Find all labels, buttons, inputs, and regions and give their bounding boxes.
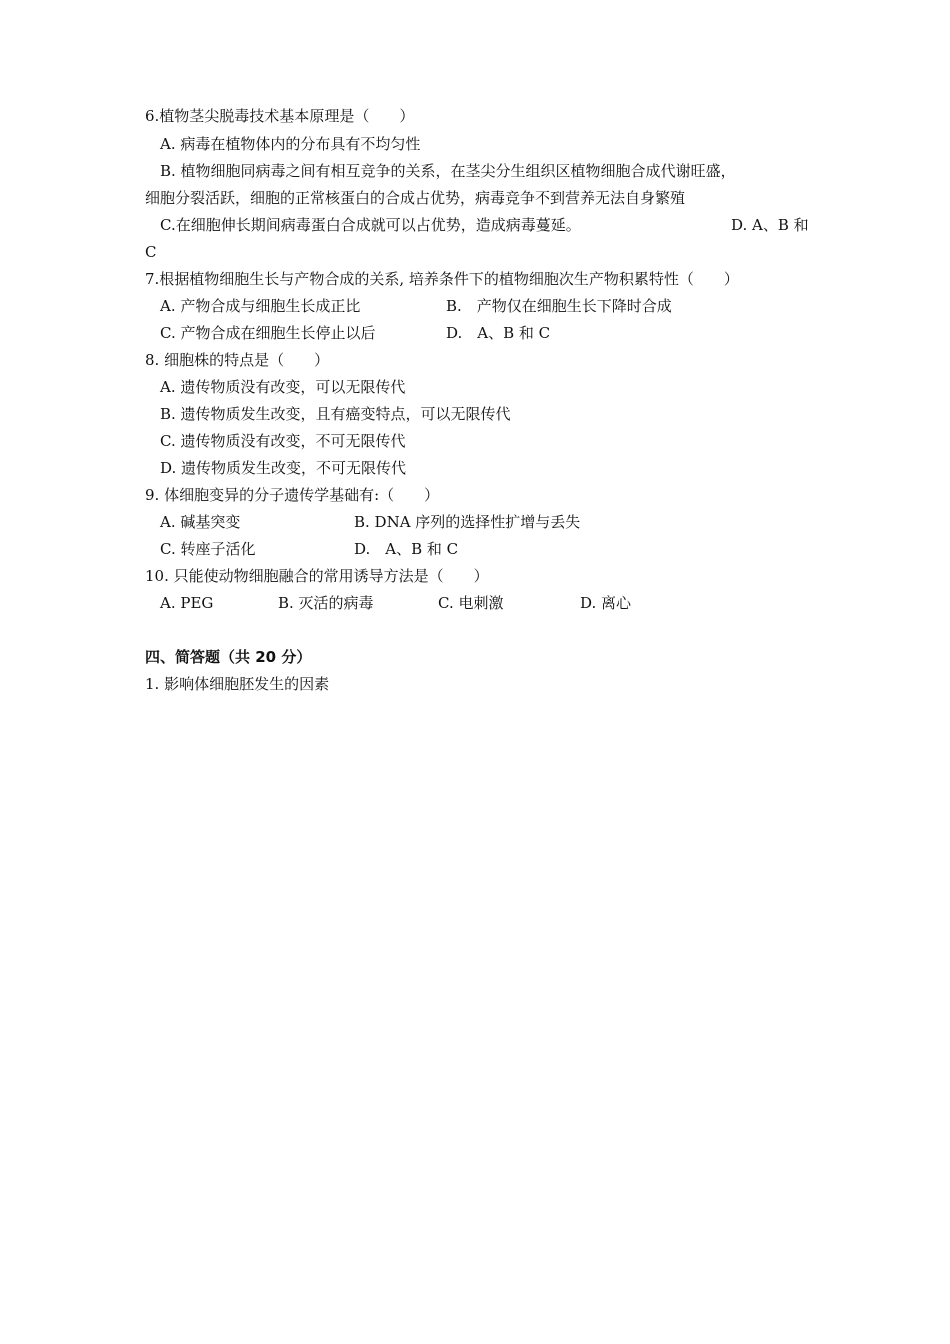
q6-stem: 6.植物茎尖脱毒技术基本原理是（ ） <box>145 107 415 125</box>
q6-option-d-line2: C <box>145 243 157 261</box>
q9-option-d: D. A、B 和 C <box>354 540 459 558</box>
q7-option-d: D. A、B 和 C <box>446 324 551 342</box>
q9-option-a: A. 碱基突变 <box>160 513 241 531</box>
q8-option-d: D. 遗传物质发生改变，不可无限传代 <box>160 459 407 477</box>
q10-option-a: A. PEG <box>160 594 214 612</box>
q9-stem: 9. 体细胞变异的分子遗传学基础有:（ ） <box>145 486 440 504</box>
q10-option-d: D. 离心 <box>580 594 632 612</box>
q7-option-b: B. 产物仅在细胞生长下降时合成 <box>446 297 672 315</box>
q10-option-c: C. 电刺激 <box>438 594 504 612</box>
q8-option-c: C. 遗传物质没有改变，不可无限传代 <box>160 432 406 450</box>
q7-option-a: A. 产物合成与细胞生长成正比 <box>160 297 361 315</box>
q10-option-b: B. 灭活的病毒 <box>278 594 374 612</box>
q8-option-b: B. 遗传物质发生改变，且有癌变特点，可以无限传代 <box>160 405 511 423</box>
q10-stem: 10. 只能使动物细胞融合的常用诱导方法是（ ） <box>145 567 489 585</box>
q7-stem: 7.根据植物细胞生长与产物合成的关系, 培养条件下的植物细胞次生产物积累特性（ ） <box>145 270 739 288</box>
section-heading: 四、简答题（共 20 分） <box>145 648 312 666</box>
q9-option-c: C. 转座子活化 <box>160 540 256 558</box>
q8-stem: 8. 细胞株的特点是（ ） <box>145 351 330 369</box>
q6-option-b-line1: B. 植物细胞同病毒之间有相互竞争的关系，在茎尖分生组织区植物细胞合成代谢旺盛， <box>160 162 736 180</box>
q6-option-a: A. 病毒在植物体内的分布具有不均匀性 <box>160 135 421 153</box>
q8-option-a: A. 遗传物质没有改变，可以无限传代 <box>160 378 406 396</box>
short-answer-q1: 1. 影响体细胞胚发生的因素 <box>145 675 330 693</box>
q7-option-c: C. 产物合成在细胞生长停止以后 <box>160 324 376 342</box>
q6-option-c: C.在细胞伸长期间病毒蛋白合成就可以占优势，造成病毒蔓延。 <box>160 216 581 234</box>
q9-option-b: B. DNA 序列的选择性扩增与丢失 <box>354 513 581 531</box>
q6-option-d-line1: D. A、B 和 <box>731 216 809 234</box>
q6-option-b-line2: 细胞分裂活跃，细胞的正常核蛋白的合成占优势，病毒竞争不到营养无法自身繁殖 <box>145 189 686 207</box>
